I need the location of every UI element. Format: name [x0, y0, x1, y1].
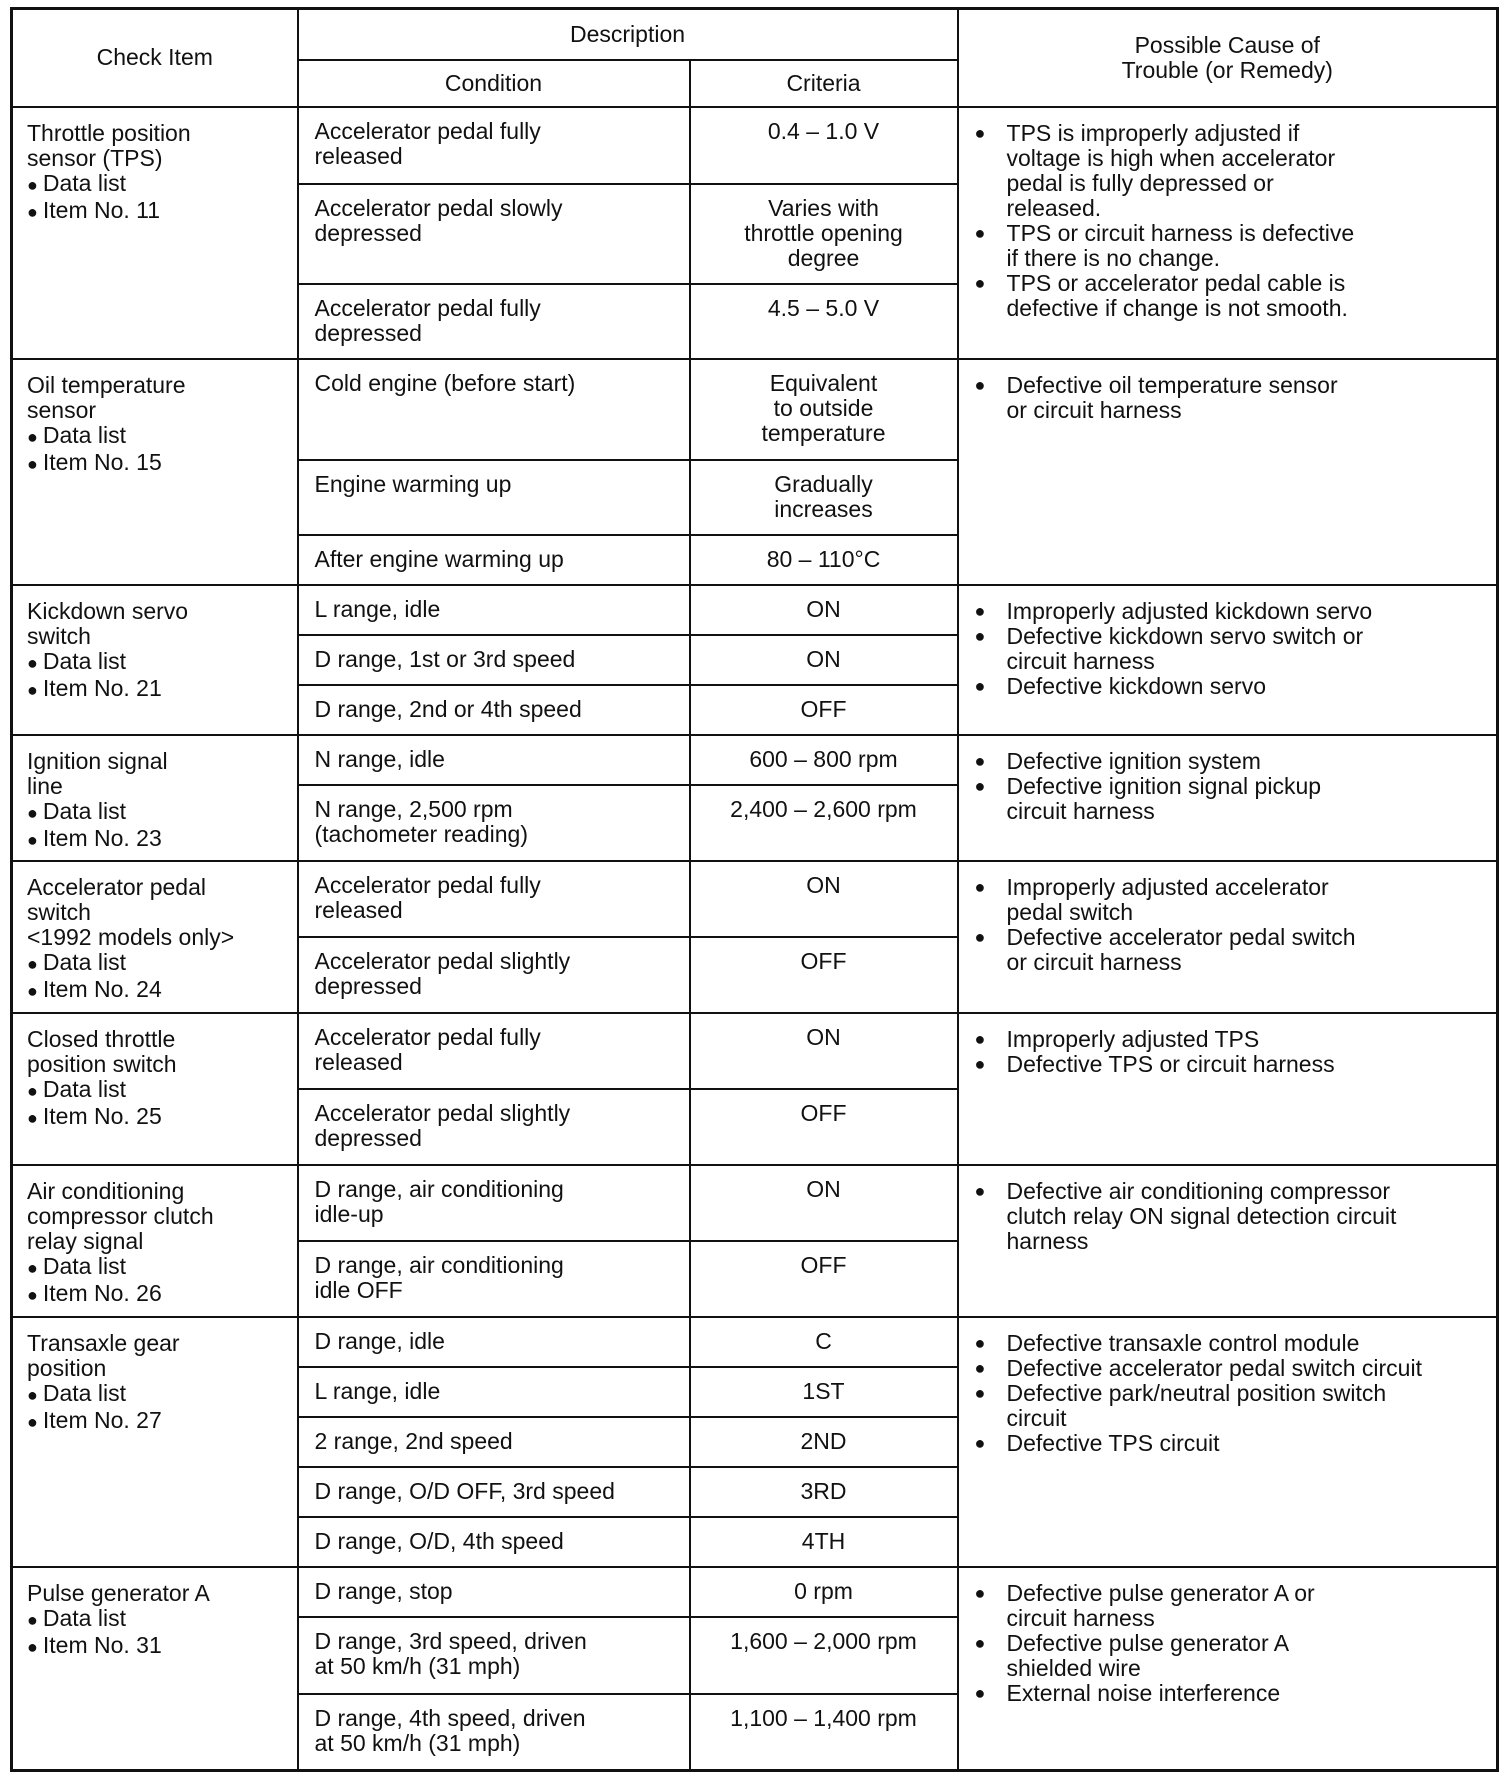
cause-item: [975, 1356, 1489, 1381]
cause-text: TPS is improperly adjusted if: [1006, 119, 1300, 146]
cause-text: Defective air conditioning compressor: [1006, 1177, 1391, 1204]
cause-text: defective if change is not smooth.: [1006, 294, 1348, 321]
cause-list: [975, 599, 1489, 699]
condition-text: Cold engine (before start): [314, 369, 576, 396]
criteria-cell: [690, 1241, 958, 1317]
check-item-ref: ● Item No. 27: [27, 1408, 287, 1435]
criteria-text: OFF: [800, 1251, 847, 1278]
cause-text: circuit harness: [1006, 797, 1155, 824]
table-body: [12, 107, 1498, 1771]
check-item-cell: [12, 1165, 298, 1317]
cause-text: Defective kickdown servo switch or: [1006, 622, 1364, 649]
criteria-cell: [690, 1517, 958, 1567]
condition-cell: [298, 107, 690, 184]
criteria-cell: [690, 1417, 958, 1467]
criteria-cell: [690, 1165, 958, 1241]
cause-text: released.: [1006, 194, 1102, 221]
cause-text: Defective pulse generator A: [1006, 1629, 1290, 1656]
check-item-name: relay signal: [27, 1227, 144, 1254]
cause-item: [975, 925, 1489, 975]
check-item-ref: ● Data list: [27, 649, 287, 676]
criteria-cell: [690, 1317, 958, 1367]
cause-list: [975, 749, 1489, 824]
cause-cell: [958, 359, 1498, 585]
check-item-ref: ● Item No. 11: [27, 198, 287, 225]
criteria-cell: [690, 1089, 958, 1165]
criteria-cell: [690, 359, 958, 460]
condition-text: depressed: [314, 319, 422, 346]
criteria-text: ON: [806, 1175, 841, 1202]
criteria-text: temperature: [761, 419, 886, 446]
cause-text: Improperly adjusted accelerator: [1006, 873, 1329, 900]
condition-cell: [298, 359, 690, 460]
condition-text: released: [314, 896, 403, 923]
condition-text: D range, 2nd or 4th speed: [314, 695, 582, 722]
cause-list: [975, 373, 1489, 423]
check-item-refs: [27, 1381, 287, 1435]
check-item-ref: ● Item No. 23: [27, 826, 287, 853]
criteria-cell: [690, 184, 958, 284]
condition-cell: [298, 937, 690, 1013]
criteria-text: 2,400 – 2,600 rpm: [730, 795, 917, 822]
cause-text: clutch relay ON signal detection circuit: [1006, 1202, 1397, 1229]
check-item-cell: [12, 359, 298, 585]
criteria-text: OFF: [800, 947, 847, 974]
table-row: [12, 1567, 1498, 1617]
check-item-refs: [27, 950, 287, 1004]
table-row: [12, 359, 1498, 460]
header-check-item: Check Item: [12, 9, 298, 107]
cause-text: Defective accelerator pedal switch circuit: [1006, 1354, 1422, 1381]
criteria-text: 0 rpm: [794, 1577, 853, 1604]
check-item-name: line: [27, 772, 63, 799]
condition-cell: [298, 184, 690, 284]
cause-text: Defective oil temperature sensor: [1006, 371, 1338, 398]
condition-text: N range, idle: [314, 745, 445, 772]
condition-text: 2 range, 2nd speed: [314, 1427, 513, 1454]
cause-text: External noise interference: [1006, 1679, 1281, 1706]
check-item-name: Ignition signal: [27, 747, 168, 774]
check-item-cell: [12, 1013, 298, 1165]
check-item-ref: ● Data list: [27, 799, 287, 826]
check-item-ref: ● Data list: [27, 1606, 287, 1633]
condition-text: depressed: [314, 1124, 422, 1151]
criteria-text: Gradually: [774, 470, 873, 497]
condition-cell: [298, 460, 690, 535]
check-item-cell: [12, 1317, 298, 1567]
criteria-text: 1,600 – 2,000 rpm: [730, 1627, 917, 1654]
criteria-text: ON: [806, 1023, 841, 1050]
criteria-text: 2ND: [800, 1427, 847, 1454]
check-item-name: <1992 models only>: [27, 923, 235, 950]
condition-cell: [298, 585, 690, 635]
cause-text: if there is no change.: [1006, 244, 1221, 271]
cause-item: [975, 1581, 1489, 1631]
check-item-cell: [12, 107, 298, 359]
criteria-text: 1ST: [802, 1377, 845, 1404]
cause-item: [975, 624, 1489, 674]
condition-text: Accelerator pedal slightly: [314, 1099, 571, 1126]
check-item-name: Kickdown servo: [27, 597, 189, 624]
criteria-cell: [690, 1567, 958, 1617]
header-criteria: Criteria: [690, 60, 958, 107]
cause-list: [975, 1179, 1489, 1254]
cause-item: [975, 271, 1489, 321]
header-cause: [958, 9, 1498, 107]
cause-cell: [958, 585, 1498, 735]
condition-cell: [298, 535, 690, 585]
table-row: [12, 735, 1498, 785]
table-row: [12, 107, 1498, 184]
condition-cell: [298, 1417, 690, 1467]
cause-list: [975, 1027, 1489, 1077]
condition-text: L range, idle: [314, 1377, 441, 1404]
criteria-cell: [690, 1617, 958, 1694]
cause-item: [975, 221, 1489, 271]
condition-text: idle OFF: [314, 1276, 403, 1303]
cause-item: [975, 599, 1489, 624]
condition-text: released: [314, 142, 403, 169]
check-item-refs: [27, 649, 287, 703]
check-item-ref: ● Item No. 21: [27, 676, 287, 703]
condition-text: at 50 km/h (31 mph): [314, 1652, 521, 1679]
cause-list: [975, 875, 1489, 975]
condition-cell: [298, 861, 690, 937]
cause-text: or circuit harness: [1006, 396, 1182, 423]
condition-cell: [298, 1694, 690, 1771]
check-item-name: switch: [27, 622, 91, 649]
check-item-refs: [27, 1606, 287, 1660]
condition-cell: [298, 1317, 690, 1367]
criteria-text: 80 – 110°C: [766, 545, 881, 572]
condition-text: depressed: [314, 219, 422, 246]
criteria-text: OFF: [800, 695, 847, 722]
criteria-cell: [690, 585, 958, 635]
cause-text: Improperly adjusted kickdown servo: [1006, 597, 1373, 624]
criteria-cell: [690, 107, 958, 184]
condition-text: D range, 1st or 3rd speed: [314, 645, 576, 672]
check-item-ref: ● Data list: [27, 1381, 287, 1408]
condition-cell: [298, 785, 690, 861]
check-item-ref: ● Data list: [27, 171, 287, 198]
check-item-name: Oil temperature: [27, 371, 186, 398]
check-item-ref: ● Item No. 31: [27, 1633, 287, 1660]
criteria-text: C: [815, 1327, 832, 1354]
criteria-text: Equivalent: [769, 369, 878, 396]
condition-text: depressed: [314, 972, 422, 999]
condition-cell: [298, 1241, 690, 1317]
check-table: [10, 7, 1499, 1772]
condition-cell: [298, 635, 690, 685]
cause-item: [975, 121, 1489, 221]
cause-cell: [958, 735, 1498, 861]
criteria-text: 3RD: [800, 1477, 847, 1504]
check-item-name: Air conditioning: [27, 1177, 185, 1204]
criteria-cell: [690, 1467, 958, 1517]
check-item-ref: ● Data list: [27, 950, 287, 977]
check-item-refs: [27, 1077, 287, 1131]
check-item-name: sensor (TPS): [27, 144, 163, 171]
condition-cell: [298, 1567, 690, 1617]
check-item-ref: ● Data list: [27, 1254, 287, 1281]
condition-text: Accelerator pedal fully: [314, 1023, 541, 1050]
condition-text: D range, O/D OFF, 3rd speed: [314, 1477, 615, 1504]
check-item-cell: [12, 585, 298, 735]
cause-text: or circuit harness: [1006, 948, 1182, 975]
cause-text: pedal is fully depressed or: [1006, 169, 1274, 196]
cause-text: Defective accelerator pedal switch: [1006, 923, 1356, 950]
condition-text: released: [314, 1048, 403, 1075]
check-item-refs: [27, 1254, 287, 1308]
condition-text: at 50 km/h (31 mph): [314, 1729, 521, 1756]
criteria-text: 600 – 800 rpm: [749, 745, 898, 772]
cause-text: Defective ignition signal pickup: [1006, 772, 1322, 799]
condition-cell: [298, 1089, 690, 1165]
condition-text: N range, 2,500 rpm: [314, 795, 513, 822]
check-item-ref: ● Item No. 26: [27, 1281, 287, 1308]
cause-text: Defective park/neutral position switch: [1006, 1379, 1387, 1406]
check-item-name: position switch: [27, 1050, 177, 1077]
check-item-name: switch: [27, 898, 91, 925]
cause-item: [975, 774, 1489, 824]
criteria-text: ON: [806, 595, 841, 622]
criteria-cell: [690, 861, 958, 937]
criteria-text: 4.5 – 5.0 V: [767, 294, 880, 321]
header-cause-line1: Possible Cause of: [1134, 31, 1320, 58]
cause-cell: [958, 107, 1498, 359]
check-item-ref: ● Item No. 25: [27, 1104, 287, 1131]
check-item-name: position: [27, 1354, 107, 1381]
check-item-name: compressor clutch: [27, 1202, 214, 1229]
cause-text: Defective pulse generator A or: [1006, 1579, 1315, 1606]
condition-cell: [298, 685, 690, 735]
cause-text: Defective ignition system: [1006, 747, 1261, 774]
condition-text: D range, 4th speed, driven: [314, 1704, 586, 1731]
header-cause-line2: Trouble (or Remedy): [1121, 56, 1333, 83]
cause-item: [975, 875, 1489, 925]
criteria-cell: [690, 284, 958, 359]
cause-text: Defective TPS or circuit harness: [1006, 1050, 1335, 1077]
condition-text: Accelerator pedal fully: [314, 294, 541, 321]
criteria-text: ON: [806, 871, 841, 898]
condition-text: Accelerator pedal slowly: [314, 194, 563, 221]
criteria-text: Varies with: [768, 194, 879, 221]
check-item-name: Throttle position: [27, 119, 191, 146]
cause-item: [975, 1431, 1489, 1456]
cause-item: [975, 1331, 1489, 1356]
condition-text: L range, idle: [314, 595, 441, 622]
header-condition: Condition: [298, 60, 690, 107]
table-row: [12, 585, 1498, 635]
condition-text: D range, 3rd speed, driven: [314, 1627, 587, 1654]
cause-item: [975, 1381, 1489, 1431]
check-item-name: Pulse generator A: [27, 1579, 210, 1606]
check-item-name: sensor: [27, 396, 97, 423]
check-item-ref: ● Data list: [27, 423, 287, 450]
condition-text: Accelerator pedal fully: [314, 871, 541, 898]
criteria-text: throttle opening: [744, 219, 903, 246]
condition-cell: [298, 735, 690, 785]
cause-item: [975, 373, 1489, 423]
cause-text: TPS or accelerator pedal cable is: [1006, 269, 1346, 296]
criteria-cell: [690, 635, 958, 685]
criteria-cell: [690, 937, 958, 1013]
condition-text: D range, idle: [314, 1327, 445, 1354]
condition-cell: [298, 284, 690, 359]
cause-text: circuit: [1006, 1404, 1067, 1431]
cause-item: [975, 1027, 1489, 1052]
condition-text: D range, air conditioning: [314, 1175, 564, 1202]
cause-text: circuit harness: [1006, 1604, 1155, 1631]
cause-text: harness: [1006, 1227, 1089, 1254]
condition-cell: [298, 1517, 690, 1567]
check-item-refs: [27, 171, 287, 225]
criteria-text: increases: [774, 495, 873, 522]
criteria-text: 1,100 – 1,400 rpm: [730, 1704, 917, 1731]
cause-text: Defective kickdown servo: [1006, 672, 1267, 699]
condition-text: D range, O/D, 4th speed: [314, 1527, 564, 1554]
condition-cell: [298, 1617, 690, 1694]
condition-text: idle-up: [314, 1200, 384, 1227]
check-item-name: Accelerator pedal: [27, 873, 206, 900]
cause-item: [975, 1179, 1489, 1254]
table-row: [12, 861, 1498, 937]
criteria-text: degree: [787, 244, 860, 271]
criteria-text: OFF: [800, 1099, 847, 1126]
criteria-cell: [690, 685, 958, 735]
criteria-cell: [690, 460, 958, 535]
cause-item: [975, 749, 1489, 774]
check-item-ref: ● Item No. 15: [27, 450, 287, 477]
diagnosis-sheet: [10, 7, 1496, 1762]
cause-item: [975, 1631, 1489, 1681]
criteria-text: ON: [806, 645, 841, 672]
cause-list: [975, 1581, 1489, 1706]
cause-text: Improperly adjusted TPS: [1006, 1025, 1260, 1052]
criteria-cell: [690, 1013, 958, 1089]
condition-cell: [298, 1013, 690, 1089]
cause-list: [975, 121, 1489, 321]
condition-cell: [298, 1165, 690, 1241]
condition-text: Engine warming up: [314, 470, 512, 497]
header-description: Description: [298, 9, 958, 60]
cause-cell: [958, 1165, 1498, 1317]
cause-list: [975, 1331, 1489, 1456]
condition-text: Accelerator pedal fully: [314, 117, 541, 144]
cause-text: circuit harness: [1006, 647, 1155, 674]
check-item-cell: [12, 735, 298, 861]
criteria-text: 4TH: [801, 1527, 846, 1554]
condition-text: D range, stop: [314, 1577, 453, 1604]
criteria-text: 0.4 – 1.0 V: [767, 117, 880, 144]
check-item-ref: ● Data list: [27, 1077, 287, 1104]
check-item-name: Transaxle gear: [27, 1329, 180, 1356]
condition-text: (tachometer reading): [314, 820, 528, 847]
criteria-cell: [690, 1694, 958, 1771]
condition-cell: [298, 1367, 690, 1417]
cause-text: TPS or circuit harness is defective: [1006, 219, 1355, 246]
condition-text: D range, air conditioning: [314, 1251, 564, 1278]
cause-text: Defective transaxle control module: [1006, 1329, 1360, 1356]
cause-item: [975, 1052, 1489, 1077]
cause-cell: [958, 861, 1498, 1013]
check-item-cell: [12, 861, 298, 1013]
cause-cell: [958, 1013, 1498, 1165]
cause-item: [975, 1681, 1489, 1706]
table-row: [12, 1317, 1498, 1367]
check-item-ref: ● Item No. 24: [27, 977, 287, 1004]
criteria-cell: [690, 785, 958, 861]
cause-cell: [958, 1567, 1498, 1771]
check-item-cell: [12, 1567, 298, 1771]
criteria-cell: [690, 1367, 958, 1417]
cause-text: Defective TPS circuit: [1006, 1429, 1220, 1456]
cause-item: [975, 674, 1489, 699]
table-row: [12, 1165, 1498, 1241]
condition-text: After engine warming up: [314, 545, 564, 572]
cause-text: pedal switch: [1006, 898, 1134, 925]
cause-text: shielded wire: [1006, 1654, 1141, 1681]
table-row: [12, 1013, 1498, 1089]
cause-cell: [958, 1317, 1498, 1567]
condition-cell: [298, 1467, 690, 1517]
criteria-cell: [690, 535, 958, 585]
check-item-refs: [27, 423, 287, 477]
cause-text: voltage is high when accelerator: [1006, 144, 1336, 171]
condition-text: Accelerator pedal slightly: [314, 947, 571, 974]
check-item-refs: [27, 799, 287, 853]
criteria-text: to outside: [773, 394, 874, 421]
criteria-cell: [690, 735, 958, 785]
check-item-name: Closed throttle: [27, 1025, 176, 1052]
